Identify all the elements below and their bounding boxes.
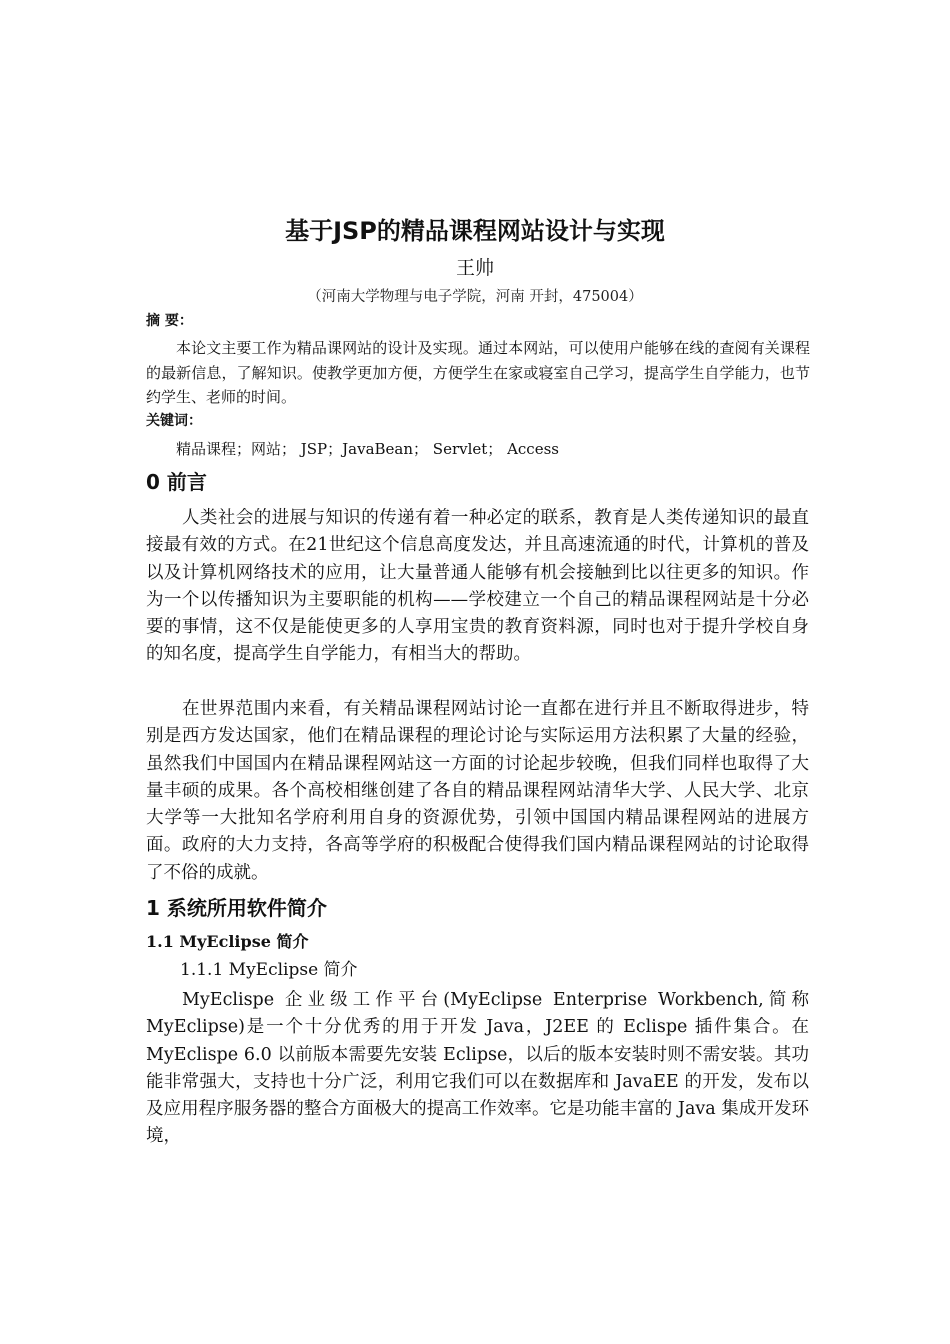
introduction-paragraph-2: 在世界范围内来看，有关精品课程网站讨论一直都在进行并且不断取得进步，特别是西方发达国家，他们在精品课程的理论讨论与实际运用方法积累了大量的经验，虽然我们中国国内在精品课程网站这一方面的讨论起步较晚，但我们同样也取得了大量丰硕的成果。各个高校相继创建了各自的精品课程网站清华大学、人民大学、北京大学等一大批知名学府利用自身的资源优势，引领中国国内精品课程网站的进展方面。政府的大力支持，各高等学府的积极配合使得我们国内精品课程网站的讨论取得了不俗的成就。 <box>146 699 809 883</box>
myeclipse-paragraph: MyEclispe 企业级工作平台(MyEclipse Enterprise Workbench,简称 MyEclipse)是一个十分优秀的用于开发 Java，J2EE 的 Eclispe 插件集合。在 MyEclispe 6.0 以前版本需要先安装 Eclipse，以后的版本安装时则不需安装。其功能非常强大，支持也十分广泛，利用它我们可以在数据库和 JavaEE 的开发，发布以及应用程序服务器的整合方面极大的提高工作效率。它是功能丰富的 Java 集成开发环境， <box>146 990 809 1147</box>
subsubsection-heading-myeclipse: 1.1.1 MyEclipse 简介 <box>180 960 358 980</box>
abstract-label: 摘 要： <box>146 313 193 329</box>
author-name: 王帅 <box>455 257 494 279</box>
author-affiliation: （河南大学物理与电子学院，河南 开封，475004） <box>307 289 643 305</box>
section-heading-introduction: 0 前言 <box>146 470 207 494</box>
keywords-text: 精品课程；网站； JSP；JavaBean； Servlet； Access <box>176 440 559 458</box>
subsection-heading-myeclipse: 1.1 MyEclipse 简介 <box>146 932 309 951</box>
section-heading-software: 1 系统所用软件简介 <box>146 896 327 920</box>
paper-title: 基于JSP的精品课程网站设计与实现 <box>285 217 665 245</box>
introduction-paragraph-1: 人类社会的进展与知识的传递有着一种必定的联系，教育是人类传递知识的最直接最有效的方式。在21世纪这个信息高度发达，并且高速流通的时代，计算机的普及以及计算机网络技术的应用，让大量普通人能够有机会接触到比以往更多的知识。作为一个以传播知识为主要职能的机构——学校建立一个自己的精品课程网站是十分必要的事情，这不仅是能使更多的人享用宝贵的教育资料源，同时也对于提升学校自身的知名度，提高学生自学能力，有相当大的帮助。 <box>146 508 809 665</box>
keywords-label: 关键词： <box>146 413 202 429</box>
abstract-text: 本论文主要工作为精品课网站的设计及实现。通过本网站，可以使用户能够在线的查阅有关课程的最新信息，了解知识。使教学更加方便，方便学生在家或寝室自己学习，提高学生自学能力，也节约学生、老师的时间。 <box>146 339 810 406</box>
